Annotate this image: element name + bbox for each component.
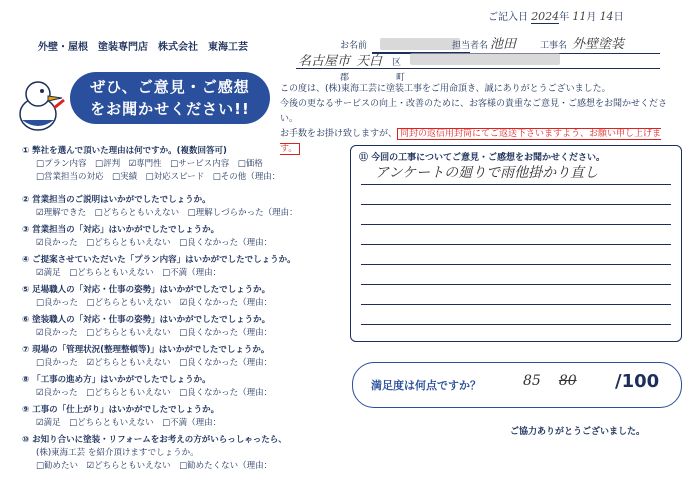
q3-options[interactable]: ☑良かった □どちらともいえない □良くなかった（理由： (36, 238, 273, 248)
intro-line-1: この度は、(株)東海工芸に塗装工事をご用命頂き、誠にありがとうございました。 (280, 84, 611, 94)
question-6: ⑥ 塗装職人の「対応・仕事の姿勢」はいかがでしたでしょうか。 ☑良かった □どちらともいえない □良くなかった（理由： (22, 315, 273, 338)
banner-line-1: ぜひ、ご意見・ご感想 (90, 78, 250, 96)
staff-label: 担当者名 (452, 41, 489, 51)
date-line: ご記入日 2024年 11月 14日 (488, 10, 624, 23)
address-city: 名古屋市 (298, 54, 351, 69)
comment-line (361, 304, 671, 305)
address-underline (296, 68, 660, 69)
comment-title: ⑪ 今回の工事についてご意見・ご感想をお聞かせください。 (359, 153, 605, 163)
comment-line (361, 284, 671, 285)
question-4: ④ ご提案させていただいた「プラン内容」はいかがでしたでしょうか。 ☑満足 □どちらともいえない □不満（理由： (22, 255, 296, 278)
q8-options[interactable]: ☑良かった □どちらともいえない □良くなかった（理由： (36, 388, 273, 398)
q2-options[interactable]: ☑理解できた □どちらともいえない □理解しづらかった（理由： (36, 208, 298, 218)
satisfaction-label: 満足度は何点ですか？ (371, 379, 481, 392)
question-3: ③ 営業担当の「対応」はいかがでしたでしょうか。 ☑良かった □どちらともいえない □良くなかった（理由： (22, 225, 273, 248)
question-9: ⑨ 工事の「仕上がり」はいかがでしたでしょうか。 ☑満足 □どちらともいえない □不満（理由： (22, 405, 222, 428)
return-instruction: 同封の返信用封筒にてご返送下さいますよう、お願い申し上げます。 (280, 129, 662, 154)
comment-line (361, 224, 671, 225)
address-ward: 天白 (356, 54, 383, 69)
banner-line-2: をお聞かせください!! (90, 100, 250, 118)
q9-options[interactable]: ☑満足 □どちらともいえない □不満（理由： (36, 418, 222, 428)
thanks-text: ご協力ありがとうございました。 (510, 427, 646, 437)
year-value: 2024 (531, 10, 560, 23)
comment-line (361, 184, 671, 185)
bird-mascot-icon (8, 74, 68, 134)
q1-options-2[interactable]: □営業担当の対応 □実績 □対応スピード □その他（理由： (36, 172, 281, 182)
question-8: ⑧ 「工事の進め方」はいかがでしたでしょうか。 ☑良かった □どちらともいえない □良くなかった（理由： (22, 375, 273, 398)
question-10: ⑩ お知り合いに塗装・リフォームをお考えの方がいらっしゃったら、 (株)東海工芸 を紹介頂けますでしょうか。 □勧めたい ☑どちらともいえない □勧めたくない（理由： (22, 435, 287, 471)
q6-options[interactable]: ☑良かった □どちらともいえない □良くなかった（理由： (36, 328, 273, 338)
comment-handwritten: アンケートの廻りで雨他掛かり直し (375, 165, 599, 181)
intro-line-2: 今後の更なるサービスの向上・改善のために、お客様の貴重なご意見・ご感想をお聞かせください。 (280, 99, 668, 124)
comment-line (361, 244, 671, 245)
work-label: 工事名 (540, 41, 568, 51)
day-value: 14 (599, 10, 614, 23)
ward-label: 区 (392, 58, 402, 68)
satisfaction-max: /100 (615, 371, 660, 392)
question-2: ② 営業担当のご説明はいかがでしたでしょうか。 ☑理解できた □どちらともいえない □理解しづらかった（理由： (22, 195, 298, 218)
feedback-banner (70, 72, 270, 124)
comment-line (361, 324, 671, 325)
satisfaction-score[interactable]: 85 80 (523, 373, 577, 389)
question-1: ① 弊社を選んで頂いた理由は何ですか。(複数回答可) □プラン内容 □評判 ☑専門性 □サービス内容 □価格 □営業担当の対応 □実績 □対応スピード □その他（理由： (22, 146, 281, 182)
satisfaction-box (352, 362, 682, 408)
question-5: ⑤ 足場職人の「対応・仕事の姿勢」はいかがでしたでしょうか。 □良かった □どちらともいえない ☑良くなかった（理由： (22, 285, 273, 308)
comment-line (361, 204, 671, 205)
work-value: 外壁塗装 (572, 37, 625, 52)
town-label: 町 (396, 73, 406, 83)
month-value: 11 (572, 10, 587, 23)
q5-options[interactable]: □良かった □どちらともいえない ☑良くなかった（理由： (36, 298, 273, 308)
q7-options[interactable]: □良かった ☑どちらともいえない □良くなかった（理由： (36, 358, 273, 368)
name-label: お名前 (340, 41, 368, 51)
company-name: 外壁・屋根 塗装専門店 株式会社 東海工芸 (38, 42, 248, 53)
q4-options[interactable]: ☑満足 □どちらともいえない □不満（理由： (36, 268, 222, 278)
q10-options[interactable]: □勧めたい ☑どちらともいえない □勧めたくない（理由： (36, 461, 273, 471)
comment-line (361, 264, 671, 265)
question-7: ⑦ 現場の「管理状況(整理整頓等)」はいかがでしたでしょうか。 □良かった ☑どちらともいえない □良くなかった（理由： (22, 345, 273, 368)
q1-options-1[interactable]: □プラン内容 □評判 ☑専門性 □サービス内容 □価格 (36, 159, 263, 169)
staff-value: 池田 (490, 37, 517, 52)
q10-sub: (株)東海工芸 を紹介頂けますでしょうか。 (36, 448, 199, 458)
intro-line-3: お手数をお掛け致しますが、 同封の返信用封筒にてご返送下さいますよう、お願い申し上げます。 (280, 129, 662, 154)
name-redaction (380, 38, 460, 50)
gun-label: 郡 (340, 73, 350, 83)
address-redaction (410, 53, 560, 65)
